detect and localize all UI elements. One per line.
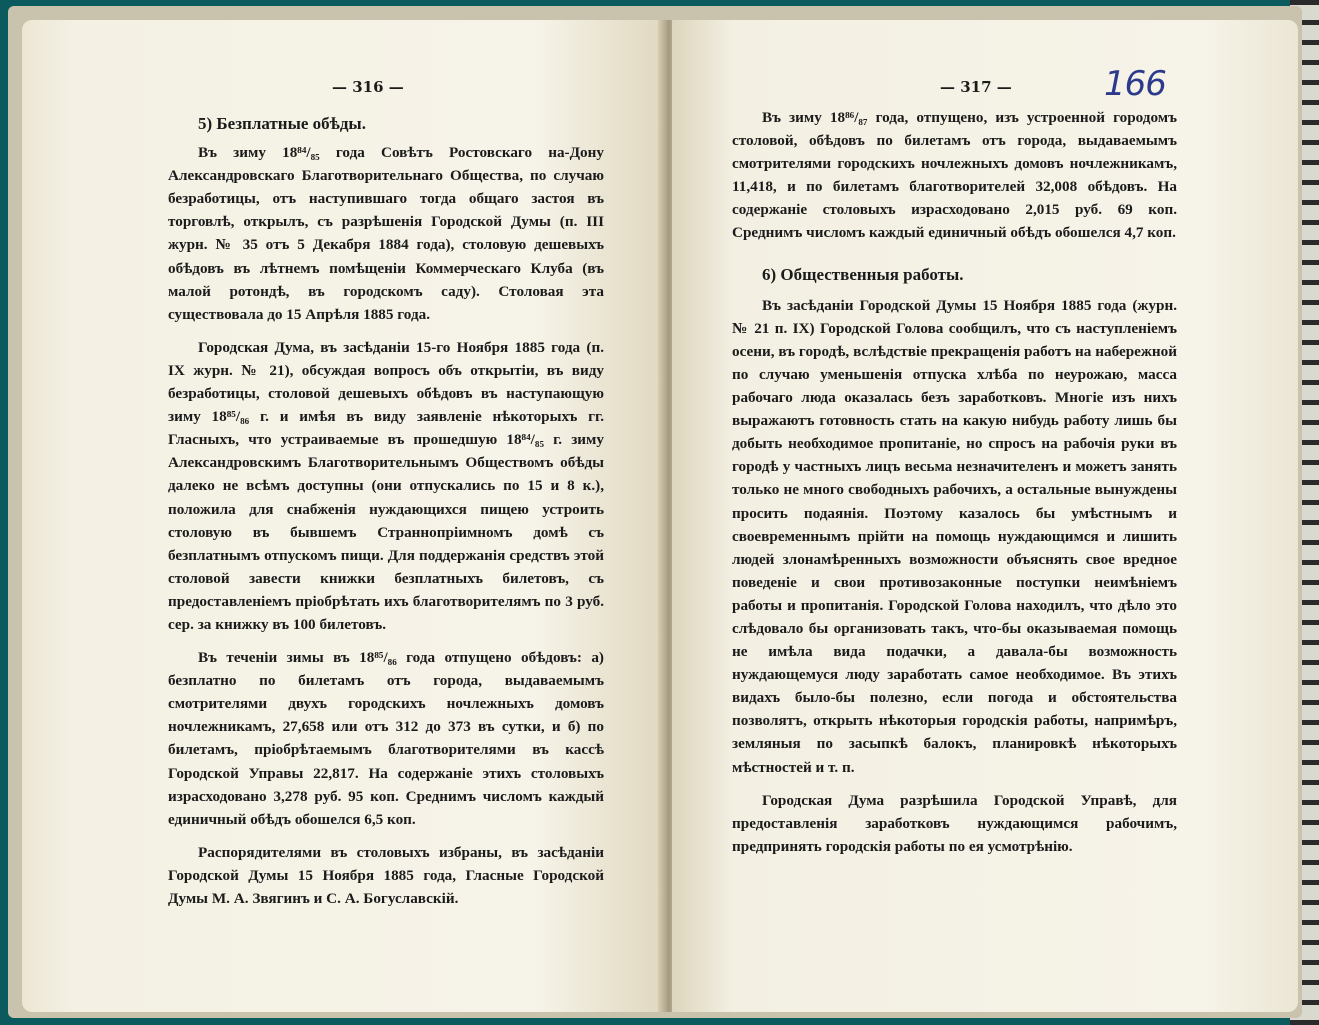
left-page	[22, 20, 664, 1012]
section-heading: 6) Общественныя работы.	[762, 264, 964, 284]
left-page-text	[168, 112, 604, 920]
paragraph: Въ зиму 18⁸⁴/₈₅ года Совѣтъ Ростовскаго на-Дону Александровскаго Благотворительнаго Общества, по случаю безработицы, отъ наступившаго тогда общаго застоя въ торговлѣ, открылъ, съ разрѣшенія Городской Думы (п. III журн. № 35 отъ 5 Декабря 1884 года), столовую дешевыхъ обѣдовъ въ лѣтнемъ помѣщеніи Коммерческаго Клуба (въ малой ротондѣ, въ городскомъ саду). Столовая эта существовала до 15 Апрѣля 1885 года.	[168, 144, 604, 323]
right-page-text	[732, 106, 1177, 868]
paragraph: Въ зиму 18⁸⁶/₈₇ года, отпущено, изъ устроенной городомъ столовой, обѣдовъ по билетамъ отъ города, выдаваемымъ смотрителями городскихъ ночлежныхъ домовъ ночлежникамъ, 11,418, и по билетамъ благотворителей 32,008 обѣдовъ. На содержаніе столовыхъ израсходовано 2,015 руб. 69 коп. Среднимъ числомъ каждый единичный обѣдъ обошелся 4,7 коп.	[732, 109, 1177, 242]
page-number: — 317 —	[940, 78, 1012, 96]
paragraph: Въ засѣданіи Городской Думы 15 Ноября 1885 года (журн. № 21 п. IX) Городской Голова сообщилъ, что съ наступленіемъ осени, въ городѣ, вслѣдствіе прекращенія работъ на набережной по случаю уменьшенія отпуска хлѣба по неурожаю, масса рабочаго люда оказалась безъ заработковъ. Многіе изъ нихъ выражаютъ готовность стать на какую нибудь работу лишь бы добыть необходимое пропитаніе, но спросъ на рабочія руки въ городѣ у частныхъ лицъ весьма незначителенъ и можетъ занять только не много свободныхъ рабочихъ, а остальные вынуждены просить подаянія. Поэтому казалось бы умѣстнымъ и своевременнымъ прійти на помощь нуждающимся и лишить людей злонамѣренныхъ возможности объяснять свое вредное поведеніе и свои противозаконные поступки неимѣніемъ работы и пропитанія. Городской Голова находилъ, что дѣло это слѣдовало бы организовать такъ, что-бы оказываемая помощь не имѣла вида подачки, а давала-бы возможность нуждающемуся люду заработать самое необходимое. Въ этихъ видахъ было-бы полезно, если погода и обстоятельства позволятъ, открыть нѣкоторыя городскія работы, напримѣръ, земляныя по засыпкѣ балокъ, планировкѣ нѣкоторыхъ мѣстностей и т. п.	[732, 296, 1177, 776]
page-number: — 316 —	[332, 78, 404, 96]
open-book	[8, 6, 1302, 1018]
paragraph: Распорядителями въ столовыхъ избраны, въ засѣданіи Городской Думы 15 Ноября 1885 года, Гласные Городской Думы М. А. Звягинъ и С. А. Богуславскій.	[168, 843, 604, 907]
paragraph: Городская Дума, въ засѣданіи 15-го Ноября 1885 года (п. IX журн. № 21), обсуждая вопросъ объ открытіи, въ виду безработицы, столовой дешевыхъ обѣдовъ въ наступающую зиму 18⁸⁵/₈₆ г. и имѣя въ виду заявленіе нѣкоторыхъ гг. Гласныхъ, что устраиваемые въ прошедшую 18⁸⁴/₈₅ г. зиму Александровскимъ Благотворительнымъ Обществомъ обѣды далеко не всѣмъ доступны (они отпускались по 15 и 8 к.), положила для снабженія нуждающихся пищею устроить столовую въ бывшемъ Страннопріимномъ домѣ съ безплатнымъ отпускомъ пищи. Для поддержанія средствъ этой столовой завести книжки безплатныхъ билетовъ, съ предоставленіемъ пріобрѣтать ихъ благотворителямъ по 3 руб. сер. за книжку въ 100 билетовъ.	[168, 338, 604, 633]
handwritten-folio-number: 166	[1104, 64, 1166, 104]
right-page	[672, 20, 1298, 1012]
paragraph: Городская Дума разрѣшила Городской Управѣ, для предоставленія заработковъ нуждающимся рабочимъ, предпринять городскія работы по ея усмотрѣнію.	[732, 791, 1177, 855]
section-heading: 5) Безплатные обѣды.	[198, 114, 366, 133]
paragraph: Въ теченіи зимы въ 18⁸⁵/₈₆ года отпущено обѣдовъ: а) безплатно по билетамъ отъ города, выдаваемымъ смотрителями двухъ городскихъ ночлежныхъ домовъ ночлежникамъ, 27,658 или отъ 312 до 373 въ сутки, и б) по билетамъ, пріобрѣтаемымъ благотворителями въ кассѣ Городской Управы 22,817. На содержаніе этихъ столовыхъ израсходовано 3,278 руб. 95 коп. Среднимъ числомъ каждый единичный обѣдъ обошелся 6,5 коп.	[168, 649, 604, 828]
